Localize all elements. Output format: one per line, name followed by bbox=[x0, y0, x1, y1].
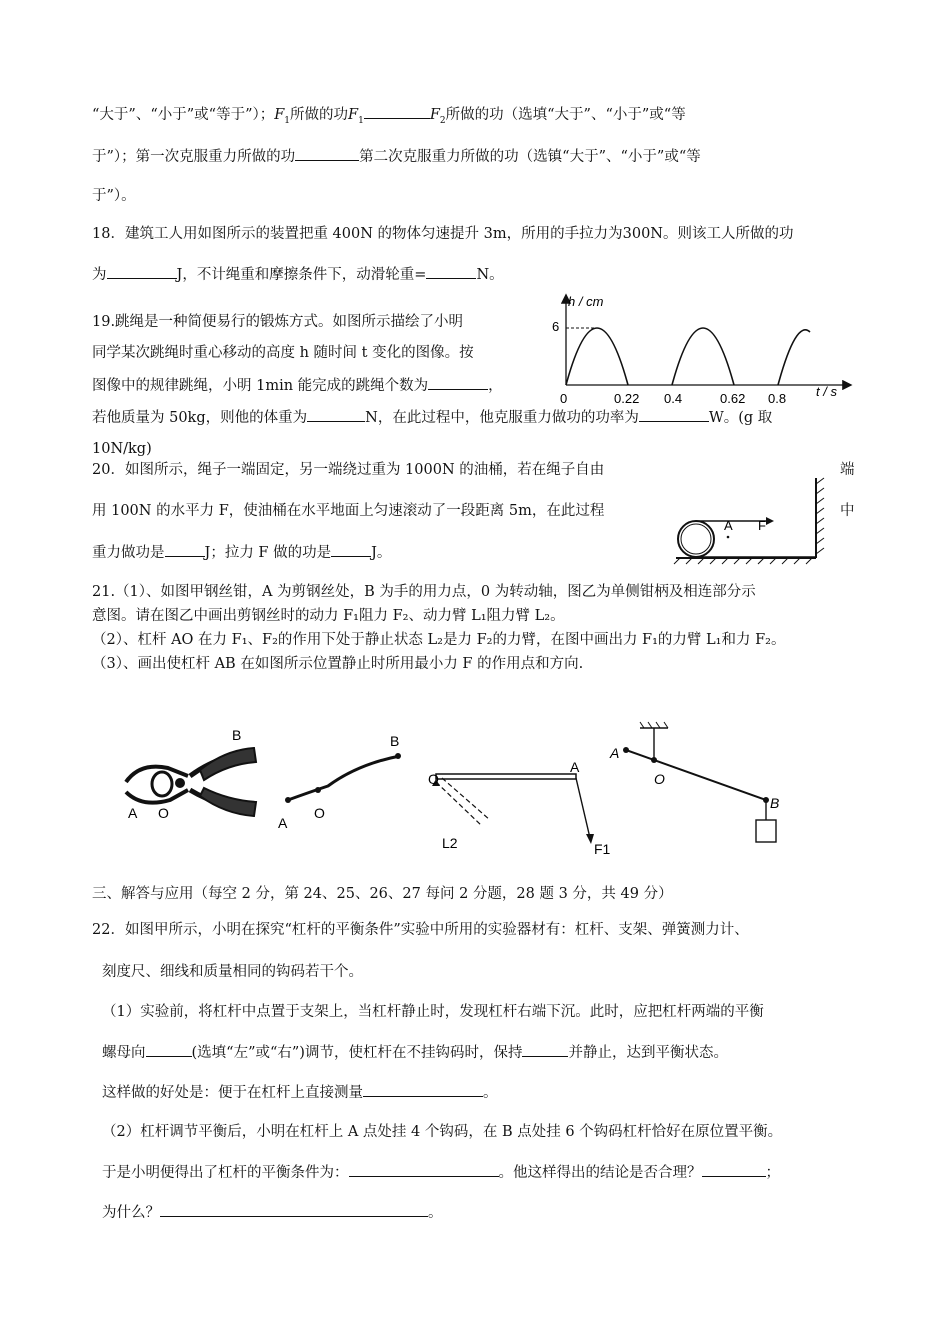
arc-label-A: A bbox=[278, 815, 288, 831]
q20-line1: 20．如图所示，绳子一端固定，另一端绕过重为 1000N 的油桶，若在绳子自由 bbox=[92, 462, 605, 478]
graph-curve-3 bbox=[778, 330, 810, 385]
q17-line3: 于”）。 bbox=[92, 188, 136, 204]
lever-label-A: A bbox=[570, 759, 580, 775]
q17-line2: 于”）；第一次克服重力所做的功 第二次克服重力所做的功（选镇“大于”、“小于”或“等 bbox=[92, 146, 701, 167]
pliers-label-O: O bbox=[158, 805, 169, 821]
q21-line4: （3）、画出使杠杆 AB 在如图所示位置静止时所用最小力 F 的作用点和方向. bbox=[92, 656, 584, 672]
q17-line1: “大于”、“小于”或“等于”）；$F_1$所做的功$F_1$ $F_2$所做的功（选填“大于”、“小于”或“等 bbox=[92, 104, 686, 131]
q18-line2: 为 J，不计绳重和摩擦条件下，动滑轮重= N。 bbox=[92, 264, 504, 285]
lever-label-F1: F1 bbox=[594, 841, 611, 857]
q19-line2: 同学某次跳绳时重心移动的高度 h 随时间 t 变化的图像。按 bbox=[92, 345, 474, 361]
q21-line1: 21.（1）、如图甲钢丝钳，A 为剪钢丝处，B 为手的用力点，0 为转动轴，图乙为单侧钳柄及相连部分示 bbox=[92, 584, 756, 600]
graph-ylabel: h / cm bbox=[568, 294, 604, 309]
graph-y-tick-6: 6 bbox=[552, 319, 560, 334]
graph-curve-2 bbox=[672, 328, 734, 385]
oil-barrel bbox=[678, 521, 714, 557]
arc-label-B: B bbox=[390, 733, 400, 749]
graph-x-tick-04: 0.4 bbox=[664, 391, 683, 406]
q20-blank-2[interactable] bbox=[331, 542, 371, 557]
q19-line4: 若他质量为 50kg，则他的体重为 N，在此过程中，他克服重力做功的功率为 W。(g 取 bbox=[92, 407, 772, 428]
q18-blank-2[interactable] bbox=[426, 264, 476, 279]
q22-blank-4[interactable] bbox=[349, 1162, 499, 1177]
q22-blank-6[interactable] bbox=[160, 1202, 428, 1217]
graph-xlabel: t / s bbox=[816, 384, 837, 399]
q18-blank-1[interactable] bbox=[107, 264, 177, 279]
graph-x-tick-08: 0.8 bbox=[768, 391, 787, 406]
q22-blank-5[interactable] bbox=[702, 1162, 766, 1177]
q17-blank-1[interactable] bbox=[364, 104, 430, 119]
q21-line3: （2）、杠杆 AO 在力 F₁、F₂的作用下处于静止状态 L₂是力 F₂的力臂，在图中画出力 F₁的力臂 L₁和力 F₂。 bbox=[92, 632, 786, 648]
q19-line5: 10N/kg) bbox=[92, 441, 152, 457]
q20-barrel-figure bbox=[670, 476, 830, 566]
graph-x-tick-022: 0.22 bbox=[614, 391, 640, 406]
q22-line4: 螺母向 (选填“左”或“右”)调节，使杠杆在不挂钩码时，保持 并静止，达到平衡状态。 bbox=[102, 1042, 728, 1063]
graph-x-tick-062: 0.62 bbox=[720, 391, 746, 406]
q20-line3: 重力做功是 J；拉力 F 做的功是 J。 bbox=[92, 542, 391, 563]
q19-line1: 19.跳绳是一种简便易行的锻炼方式。如图所示描绘了小明 bbox=[92, 314, 464, 330]
q20-line2: 用 100N 的水平力 F，使油桶在水平地面上匀速滚动了一段距离 5m，在此过程 bbox=[92, 503, 605, 519]
q22-line7: 于是小明便得出了杠杆的平衡条件为： 。他这样得出的结论是否合理？ ； bbox=[102, 1162, 780, 1183]
pliers-label-A: A bbox=[128, 805, 138, 821]
q22-blank-2[interactable] bbox=[522, 1042, 568, 1057]
pliers-figure bbox=[126, 748, 256, 816]
arc-lever-figure bbox=[285, 753, 401, 803]
lever-label-L2: L2 bbox=[442, 835, 458, 851]
q19-line3: 图像中的规律跳绳，小明 1min 能完成的跳绳个数为 ， bbox=[92, 375, 503, 396]
pliers-label-B: B bbox=[232, 727, 242, 743]
q20-line1-end: 端 bbox=[840, 462, 855, 478]
q22-blank-1[interactable] bbox=[146, 1042, 192, 1057]
graph-x-tick-0: 0 bbox=[560, 391, 568, 406]
q22-blank-3[interactable] bbox=[363, 1082, 483, 1097]
q22-line8: 为什么？ 。 bbox=[102, 1202, 443, 1223]
ab-lever-figure bbox=[623, 722, 776, 842]
q19-blank-2[interactable] bbox=[307, 407, 365, 422]
barrel-label-A: A bbox=[724, 518, 733, 533]
q22-line1: 22．如图甲所示，小明在探究“杠杆的平衡条件”实验中所用的实验器材有：杠杆、支架、弹簧测力计、 bbox=[92, 922, 749, 938]
arc-label-O: O bbox=[314, 805, 325, 821]
ab-label-A: A bbox=[610, 745, 620, 761]
q20-blank-1[interactable] bbox=[165, 542, 205, 557]
q19-graph bbox=[540, 292, 860, 412]
q22-line6: （2）杠杆调节平衡后，小明在杠杆上 A 点处挂 4 个钩码，在 B 点处挂 6 个钩码杠杆恰好在原位置平衡。 bbox=[102, 1124, 783, 1140]
q22-line5: 这样做的好处是：便于在杠杆上直接测量 。 bbox=[102, 1082, 498, 1103]
ab-label-O: O bbox=[654, 771, 665, 787]
barrel-label-F: F bbox=[758, 518, 766, 533]
ab-label-B: B bbox=[770, 795, 780, 811]
section3-heading: 三、解答与应用（每空 2 分，第 24、25、26、27 每问 2 分题，28 题 3 分，共 49 分） bbox=[92, 886, 673, 902]
q21-figures bbox=[110, 712, 810, 860]
lever-label-O: O bbox=[428, 771, 439, 787]
q22-line2: 刻度尺、细线和质量相同的钩码若干个。 bbox=[102, 964, 363, 980]
graph-curve-1 bbox=[566, 328, 628, 385]
q19-blank-1[interactable] bbox=[428, 375, 488, 390]
q20-line2-end: 中 bbox=[840, 503, 855, 519]
q18-line1: 18．建筑工人用如图所示的装置把重 400N 的物体匀速提升 3m，所用的手拉力为300N。则该工人所做的功 bbox=[92, 226, 794, 242]
q21-line2: 意图。请在图乙中画出剪钢丝时的动力 F₁阻力 F₂、动力臂 L₁阻力臂 L₂。 bbox=[92, 608, 565, 624]
horizontal-lever-figure bbox=[432, 774, 594, 844]
q17-blank-2[interactable] bbox=[295, 146, 359, 161]
q22-line3: （1）实验前，将杠杆中点置于支架上，当杠杆静止时，发现杠杆右端下沉。此时，应把杠杆两端的平衡 bbox=[102, 1004, 764, 1020]
